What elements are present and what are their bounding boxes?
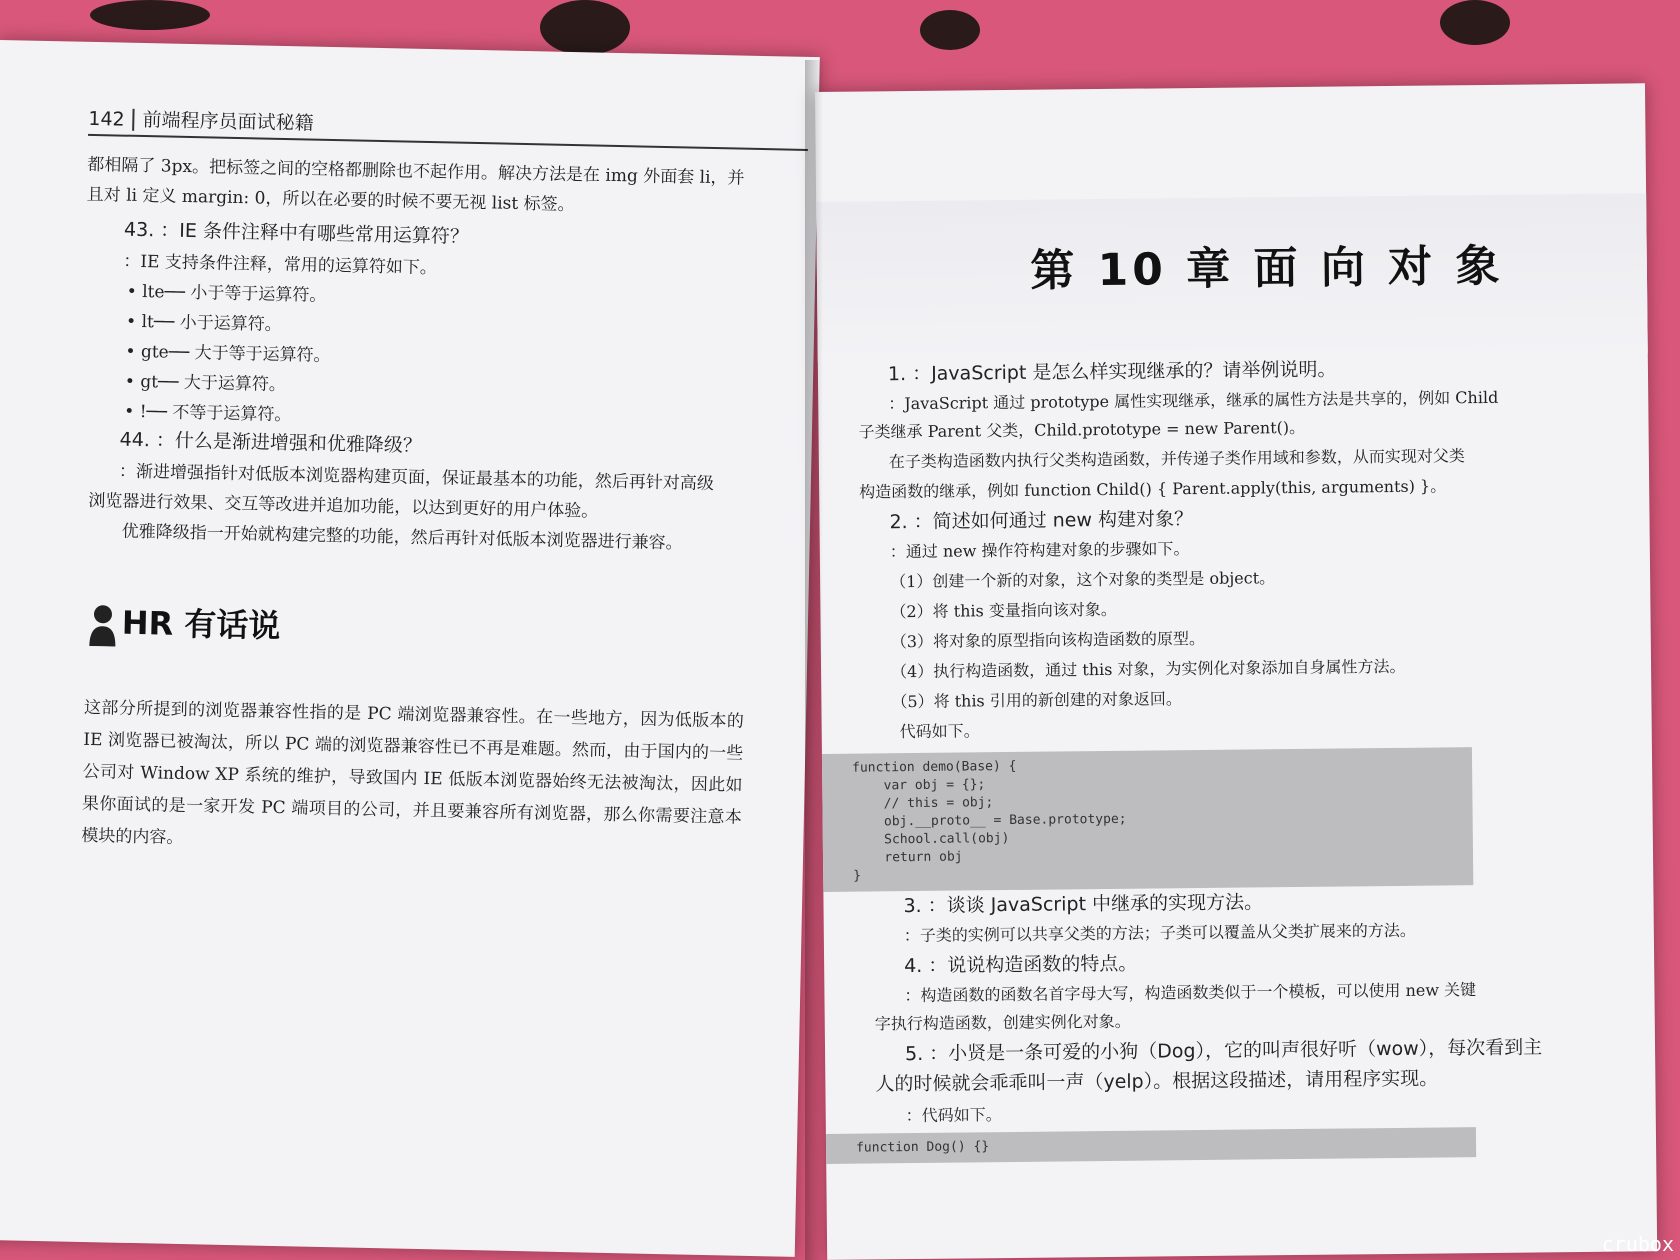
- answer-4-line: 字执行构造函数，创建实例化对象。: [874, 1011, 1131, 1034]
- question-44: 44. ：什么是渐进增强和优雅降级？: [119, 428, 423, 457]
- question-5-line: 人的时候就会乖乖叫一声（yelp）。根据这段描述，请用程序实现。: [875, 1067, 1439, 1096]
- body-line: 且对 li 定义 margin: 0，所以在必要的时候不要无视 list 标签。: [86, 184, 575, 216]
- step-item: （3）将对象的原型指向该构造函数的原型。: [890, 628, 1206, 652]
- hr-paragraph: 这部分所提到的浏览器兼容性指的是 PC 端浏览器兼容性。在一些地方，因为低版本的 IE 浏览器已被淘汰，所以 PC 端的浏览器兼容性已不再是难题。然而，由于国内的一些公司对 Window XP 系统的维护，导致国内 IE 低版本浏览器始终无法被淘汰，因此如果你面试的是一家开发 PC 端项目的公司，并且要兼容所有浏览器，那么你需要注意本模块的内容。: [81, 697, 745, 849]
- background-dot: [540, 0, 630, 55]
- question-43: 43. ：IE 条件注释中有哪些常用运算符？: [123, 218, 470, 248]
- hr-section-title: [87, 597, 281, 650]
- answer-3: ：子类的实例可以共享父类的方法；子类可以覆盖从父类扩展来的方法。: [903, 920, 1416, 946]
- step-item: （4）执行构造函数，通过 this 对象，为实例化对象添加自身属性方法。: [890, 656, 1406, 682]
- answer-5: ：代码如下。: [905, 1105, 1002, 1126]
- watermark: crubox: [1601, 1232, 1674, 1256]
- answer-2: ：通过 new 操作符构建对象的步骤如下。: [889, 539, 1190, 562]
- book-title: 前端程序员面试秘籍: [142, 109, 314, 135]
- answer-44-line: ：渐进增强指针对低版本浏览器构建页面，保证最基本的功能，然后再针对高级: [118, 461, 715, 495]
- answer-43: ：IE 支持条件注释，常用的运算符如下。: [123, 251, 438, 279]
- question-2: 2. ：简述如何通过 new 构建对象？: [889, 508, 1194, 534]
- question-3: 3. ：谈谈 JavaScript 中继承的实现方法。: [903, 891, 1264, 918]
- code-intro: 代码如下。: [899, 721, 980, 742]
- bullet-item: • gt── 大于运算符。: [124, 371, 287, 396]
- book-gutter-shadow: [805, 60, 835, 1260]
- question-4: 4. ：说说构造函数的特点。: [904, 952, 1138, 978]
- bullet-item: • gte── 大于等于运算符。: [125, 341, 331, 366]
- answer-1-line: 构造函数的继承，例如 function Child() { Parent.apply(this, arguments) }。: [859, 476, 1447, 502]
- person-icon: [87, 602, 118, 647]
- running-header: [88, 104, 809, 151]
- page-number: 142: [88, 108, 135, 131]
- bullet-item: • lte── 小于等于运算符。: [126, 281, 327, 306]
- background-dot: [920, 10, 980, 50]
- background-dot: [1440, 0, 1510, 45]
- code-block-dog: function Dog() {}: [826, 1127, 1476, 1164]
- code-block-demo: function demo(Base) { var obj = {}; // this = obj; obj.__proto__ = Base.prototype; School.call(obj) return obj }: [822, 747, 1473, 892]
- answer-4-line: ：构造函数的函数名首字母大写，构造函数类似于一个模板，可以使用 new 关键: [904, 980, 1477, 1006]
- answer-1-line: 在子类构造函数内执行父类构造函数，并传递子类作用域和参数，从而实现对父类: [888, 446, 1465, 472]
- chapter-title: 第 10 章 面 向 对 象: [1030, 240, 1504, 297]
- answer-1-line: 子类继承 Parent 父类，Child.prototype = new Parent()。: [858, 417, 1306, 442]
- answer-44-line: 浏览器进行效果、交互等改进并追加功能，以达到更好的用户体验。: [88, 490, 599, 522]
- hr-title-text: HR 有话说: [121, 603, 281, 645]
- right-page: [815, 83, 1657, 1260]
- left-page: [0, 40, 820, 1257]
- step-item: （2）将 this 变量指向该对象。: [890, 599, 1117, 622]
- bullet-item: • lt── 小于运算符。: [125, 311, 282, 335]
- question-5-line: 5. ：小贤是一条可爱的小狗（Dog），它的叫声很好听（wow），每次看到主: [904, 1036, 1543, 1066]
- question-1: 1. ：JavaScript 是怎么样实现继承的？请举例说明。: [887, 358, 1337, 386]
- background-dot: [90, 0, 210, 30]
- body-line: 都相隔了 3px。把标签之间的空格都删除也不起作用。解决方法是在 img 外面套 li，并: [87, 154, 745, 189]
- step-item: （5）将 this 引用的新创建的对象返回。: [891, 689, 1182, 712]
- step-item: （1）创建一个新的对象，这个对象的类型是 object。: [890, 568, 1276, 592]
- answer-44-line: 优雅降级指一开始就构建完整的功能，然后再针对低版本浏览器进行兼容。: [121, 521, 683, 554]
- answer-1-line: ：JavaScript 通过 prototype 属性实现继承，继承的属性方法是共享的，例如 Child: [888, 387, 1499, 414]
- bullet-item: • !── 不等于运算符。: [124, 401, 292, 426]
